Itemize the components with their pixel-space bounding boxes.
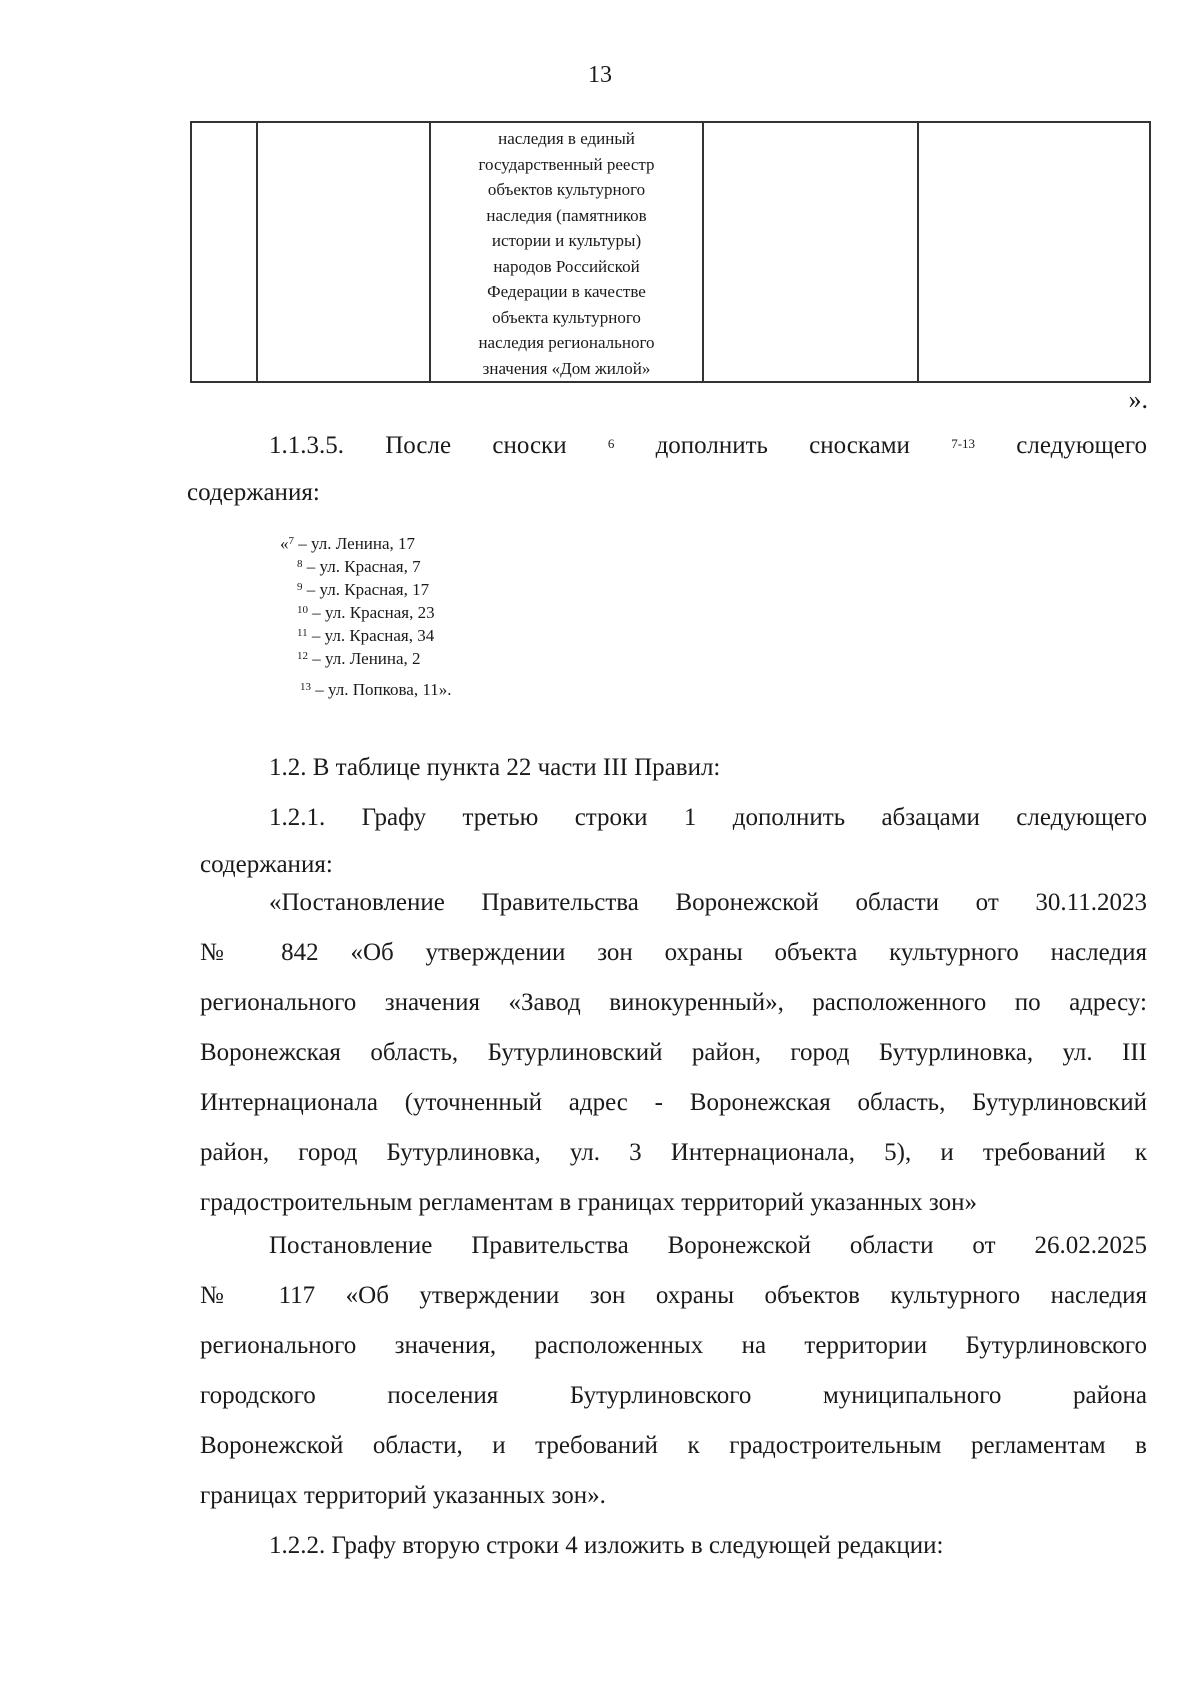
cell-text-line: значения «Дом жилой» [482,358,651,378]
table-cell-5 [918,122,1150,382]
text-line: городского поселения Бутурлиновского муниципального района [200,1382,1147,1409]
text-line: район, город Бутурлиновка, ул. 3 Интернационала, 5), и требований к [200,1139,1147,1166]
table-fragment [190,121,1151,383]
text: После [385,432,452,459]
text-line: № 842 «Об утверждении зон охраны объекта культурного наследия [200,939,1147,966]
paragraph-1-2-2: 1.2.2. Графу вторую строки 4 изложить в следующей редакции: [269,1532,944,1559]
cell-text-line: наследия (памятников [486,205,647,225]
text: сносками [809,432,910,459]
paragraph-1-1-3-5-line-2: содержания: [187,479,320,506]
text-line: Воронежская область, Бутурлиновский район, город Бутурлиновка, ул. III [200,1039,1147,1066]
footnote-item: $^{11}$ – ул. Красная, 34 [297,626,435,645]
page-number: 13 [588,62,612,88]
table-cell-3 [430,122,703,382]
paragraph-1-2-1-line-1: 1.2.1. Графу третью строки 1 дополнить абзацами следующего [269,804,1147,831]
text-line: № 117 «Об утверждении зон охраны объектов культурного наследия [200,1282,1147,1309]
footnote-item: $^{10}$ – ул. Красная, 23 [297,603,435,622]
cell-text-line: государственный реестр [478,154,655,174]
text-line: «Постановление Правительства Воронежской области от 30.11.2023 [269,889,1147,916]
text-line: Воронежской области, и требований к градостроительным регламентам в [200,1432,1147,1459]
cell-text-line: объектов культурного [487,180,646,199]
cell-text-line: истории и культуры) [491,231,642,250]
cell-text-line: народов Российской [493,256,640,276]
text: следующего [1016,432,1147,459]
text-line: Постановление Правительства Воронежской области от 26.02.2025 [269,1232,1147,1259]
footnote-list [280,532,451,701]
paragraph-1-1-3-5-line-1 [269,421,1147,471]
text-line: границах территорий указанных зон». [200,1482,606,1509]
footnote-item: $^{12}$ – ул. Ленина, 2 [297,649,421,668]
cell-text-line: наследия регионального [478,333,655,352]
quote-paragraph-2 [200,1221,1147,1521]
cell-text-line: объекта культурного [492,307,641,327]
table-cell-1 [191,122,257,382]
closing-quote: ». [1128,385,1148,414]
footnote-item: $^9$ – ул. Красная, 17 [297,580,430,599]
table-cell-2 [257,122,430,382]
footnote-item: «$^7$ – ул. Ленина, 17 [280,534,416,553]
footnote-ref: 7-13 [951,436,976,451]
text: 1.1.3.5. [269,432,344,459]
cell-text-line: Федерации в качестве [487,282,646,301]
text: сноски [492,432,567,459]
text-line: регионального значения, расположенных на территории Бутурлиновского [200,1332,1147,1359]
text-line: регионального значения «Завод винокуренный», расположенного по адресу: [200,989,1147,1016]
paragraph-1-2-1-line-2: содержания: [200,851,333,878]
footnote-item: $^8$ – ул. Красная, 7 [297,557,421,576]
footnote-ref: 6 [607,436,615,451]
footnote-item: $^{13}$ – ул. Попкова, 11». [300,680,452,699]
text: дополнить [655,432,768,459]
text-line: Интернационала (уточненный адрес - Воронежская область, Бутурлиновский [200,1089,1147,1116]
paragraph-1-2: 1.2. В таблице пункта 22 части III Правил: [269,754,721,781]
table-cell-4 [703,122,918,382]
table-row [191,122,1150,382]
text-line: градостроительным регламентам в границах территорий указанных зон» [200,1189,978,1216]
cell-text-line: наследия в единый [498,129,635,148]
quote-paragraph-1 [200,878,1147,1228]
table-cell-text [431,126,702,381]
